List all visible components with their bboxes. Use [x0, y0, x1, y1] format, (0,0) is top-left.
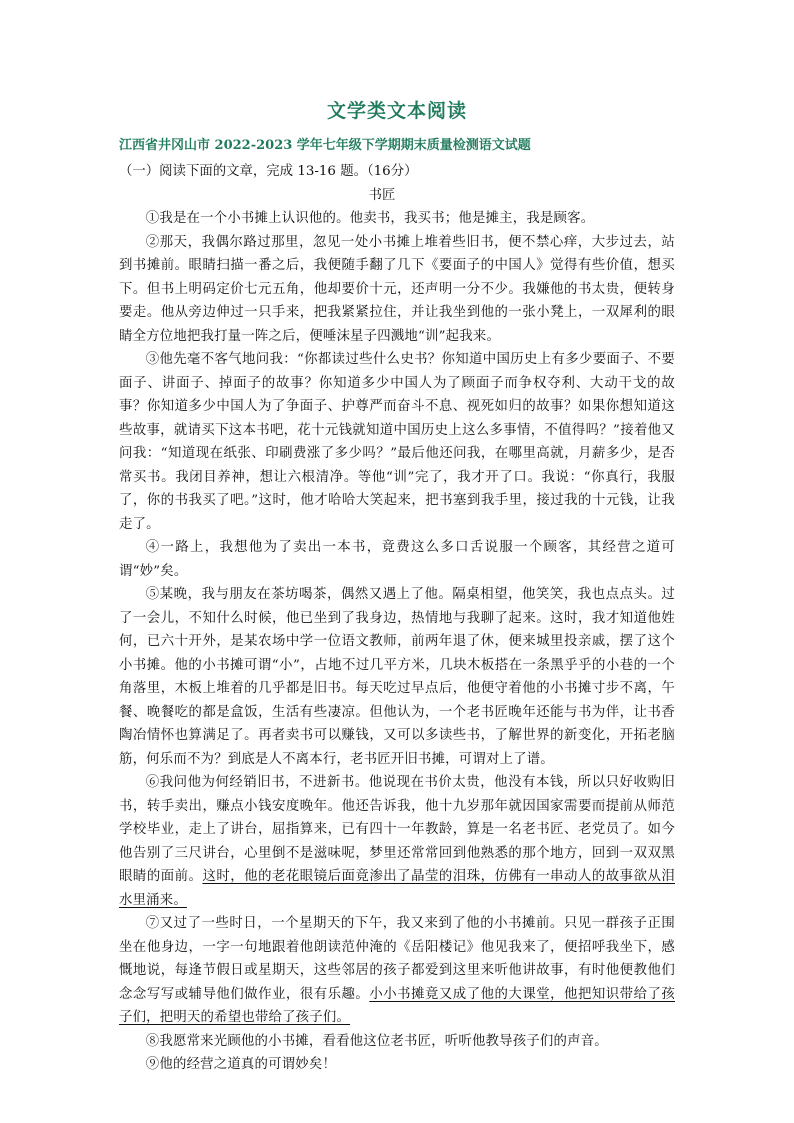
document-title: 文学类文本阅读	[326, 100, 467, 122]
paragraph-9: ⑨他的经营之道真的可谓妙矣！	[145, 1057, 337, 1072]
document-body	[119, 160, 675, 1077]
exam-source: 江西省井冈山市 2022-2023 学年七年级下学期期末质量检测语文试题	[119, 138, 531, 153]
paragraph-3: ③他先毫不客气地问我：“你都读过些什么史书？你知道中国历史上有多少要面子、不要面子、讲面子、掉面子的故事？你知道多少中国人为了顾面子而争权夺利、大动干戈的故事？你知道多少中国人为了争面子、护尊严而奋斗不息、视死如归的故事？如果你想知道这些故事，就请买下这本书吧，花十元钱就知道中国历史上这么多事情，不值得吗？”接着他又问我：“知道现在纸张、印刷费涨了多少吗？”最后他还问我，在哪里高就，月薪多少，是否常买书。我闭目养神，想让六根清净。等他“训”完了，我才开了口。我说：“你真行，我服了，你的书我买了吧。”这时，他才哈哈大笑起来，把书塞到我手里，接过我的十元钱，让我走了。	[119, 352, 675, 532]
paragraph-5: ⑤某晚，我与朋友在茶坊喝茶，偶然又遇上了他。隔桌相望，他笑笑，我也点点头。过了一会儿，不知什么时候，他已坐到了我身边，热情地与我聊了起来。这时，我才知道他姓何，已六十开外，是某农场中学一位语文教师，前两年退了休，便来城里投亲戚，摆了这个小书摊。他的小书摊可谓“小”，占地不过几平方米，几块木板搭在一条黑乎乎的小巷的一个角落里，木板上堆着的几乎都是旧书。每天吃过早点后，他便守着他的小书摊寸步不离，午餐、晚餐吃的都是盒饭，生活有些凄凉。但他认为，一个老书匠晚年还能与书为伴，让书香陶冶情怀也算满足了。再者卖书可以赚钱，又可以多读些书，了解世界的新变化，开拓老脑筋，何乐而不为？到底是人不离本行，老书匠开旧书摊，可谓对上了谱。	[119, 587, 675, 767]
article-title: 书匠	[368, 187, 396, 203]
paragraph-1: ①我是在一个小书摊上认识他的。他卖书，我买书；他是摊主，我是顾客。	[145, 211, 595, 226]
paragraph-4: ④一路上，我想他为了卖出一本书，竟费这么多口舌说服一个顾客，其经营之道可谓“妙”矣。	[119, 540, 675, 579]
paragraph-6	[119, 771, 675, 912]
paragraph-8: ⑧我愿常来光顾他的小书摊，看看他这位老书匠，听听他教导孩子们的声音。	[145, 1033, 608, 1049]
paragraph-6-text: ⑥我问他为何经销旧书，不进新书。他说现在书价太贵，他没有本钱，所以只好收购旧书，转手卖出，赚点小钱安度晚年。他还告诉我，他十九岁那年就因国家需要而提前从师范学校毕业，走上了讲台，屈指算来，已有四十一年教龄，算是一名老书匠、老党员了。如今他告别了三尺讲台，心里倒不是滋味呢，梦里还常常回到他熟悉的那个地方，回到一双双黑眼睛的面前。	[119, 775, 675, 884]
paragraph-2: ②那天，我偶尔路过那里，忽见一处小书摊上堆着些旧书，便不禁心痒，大步过去，站到书摊前。眼睛扫描一番之后，我便随手翻了几下《要面子的中国人》觉得有些价值，想买下。但书上明码定价七元五角，他却要价十元，还声明一分不少。我嫌他的书太贵，便转身要走。他从旁边伸过一只手来，把我紧紧拉住，并让我坐到他的一张小凳上，一双犀利的眼睛全方位地把我打量一阵之后，便唾沫星子四溅地“训”起我来。	[119, 234, 675, 344]
question-intro: （一）阅读下面的文章，完成 13-16 题。（16分）	[119, 164, 418, 179]
underlined-sentence-1: 这时，他的老花眼镜后面竟渗出了晶莹的泪珠，仿佛有一串动人的故事欲从泪水里涌来。	[119, 869, 675, 908]
paragraph-7-text: ⑦又过了一些时日，一个星期天的下午，我又来到了他的小书摊前。只见一群孩子正围坐在他身边，一字一句地跟着他朗读范仲淹的《岳阳楼记》他见我来了，便招呼我坐下，感慨地说，每逢节假日或星期天，这些邻居的孩子都爱到这里来听他讲故事，有时他便教他们念念写写或辅导他们做作业，很有乐趣。	[119, 916, 675, 1002]
paragraph-7	[119, 912, 675, 1030]
underlined-sentence-2: 小小书摊竟又成了他的大课堂，他把知识带给了孩子们，把明天的希望也带给了孩子们。	[119, 986, 675, 1025]
